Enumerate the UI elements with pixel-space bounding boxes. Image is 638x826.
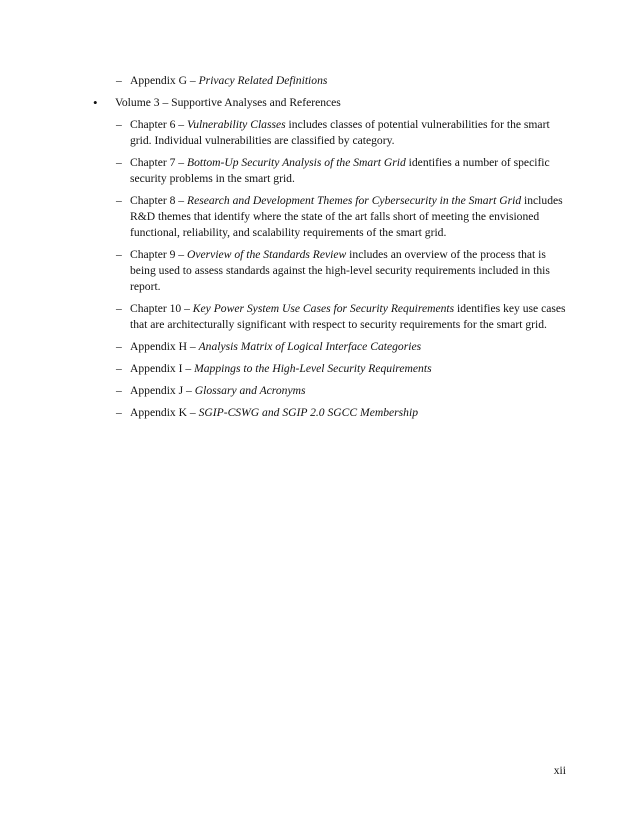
bullet-marker: • (93, 95, 98, 110)
list-item-text: Chapter 9 – Overview of the Standards Review includes an overview of the process that is being used to assess standards against the high-level security requirements included in this report. (130, 248, 550, 293)
dash-marker: – (116, 74, 122, 87)
dash-marker: – (116, 194, 122, 207)
list-item-appendix-j (93, 383, 573, 399)
dash-marker: – (116, 118, 122, 131)
list-item-text: Appendix H – Analysis Matrix of Logical Interface Categories (130, 340, 422, 353)
list-item-text: Chapter 6 – Vulnerability Classes includes classes of potential vulnerabilities for the smart grid. Individual vulnerabilities are classified by category. (130, 118, 550, 147)
list-item-appendix-k (93, 405, 573, 421)
dash-marker: – (116, 156, 122, 169)
list-item-text: Chapter 10 – Key Power System Use Cases for Security Requirements identifies key use cases that are architecturally significant with respect to security requirements for the smart grid. (130, 302, 566, 331)
list-item-appendix-i (93, 361, 573, 377)
list-item-text: Appendix I – Mappings to the High-Level Security Requirements (130, 362, 432, 375)
dash-marker: – (116, 302, 122, 315)
list-item-chapter-8 (93, 193, 573, 241)
list-item-text: Chapter 7 – Bottom-Up Security Analysis of the Smart Grid identifies a number of specific security problems in the smart grid. (130, 156, 550, 185)
dash-marker: – (116, 248, 122, 261)
list-item-appendix-g (93, 73, 573, 89)
list-item-text: Volume 3 – Supportive Analyses and References (115, 96, 341, 109)
list-item-chapter-9 (93, 247, 573, 295)
list-item-text: Appendix G – Privacy Related Definitions (130, 74, 328, 87)
dash-marker: – (116, 406, 122, 419)
list-item-chapter-6 (93, 117, 573, 149)
page-number: xii (553, 764, 566, 777)
volume-outline-list (93, 73, 573, 427)
list-item-text: Appendix J – Glossary and Acronyms (130, 384, 306, 397)
list-item-text: Appendix K – SGIP-CSWG and SGIP 2.0 SGCC Membership (130, 406, 418, 419)
dash-marker: – (116, 384, 122, 397)
list-item-appendix-h (93, 339, 573, 355)
list-item-chapter-10 (93, 301, 573, 333)
list-item-text: Chapter 8 – Research and Development Themes for Cybersecurity in the Smart Grid includes R&D themes that identify where the state of the art falls short of meeting the envisioned functional, reliability, and scalability requirements of the smart grid. (130, 194, 563, 239)
dash-marker: – (116, 362, 122, 375)
dash-marker: – (116, 340, 122, 353)
list-item-chapter-7 (93, 155, 573, 187)
list-item-volume-3 (93, 95, 573, 111)
